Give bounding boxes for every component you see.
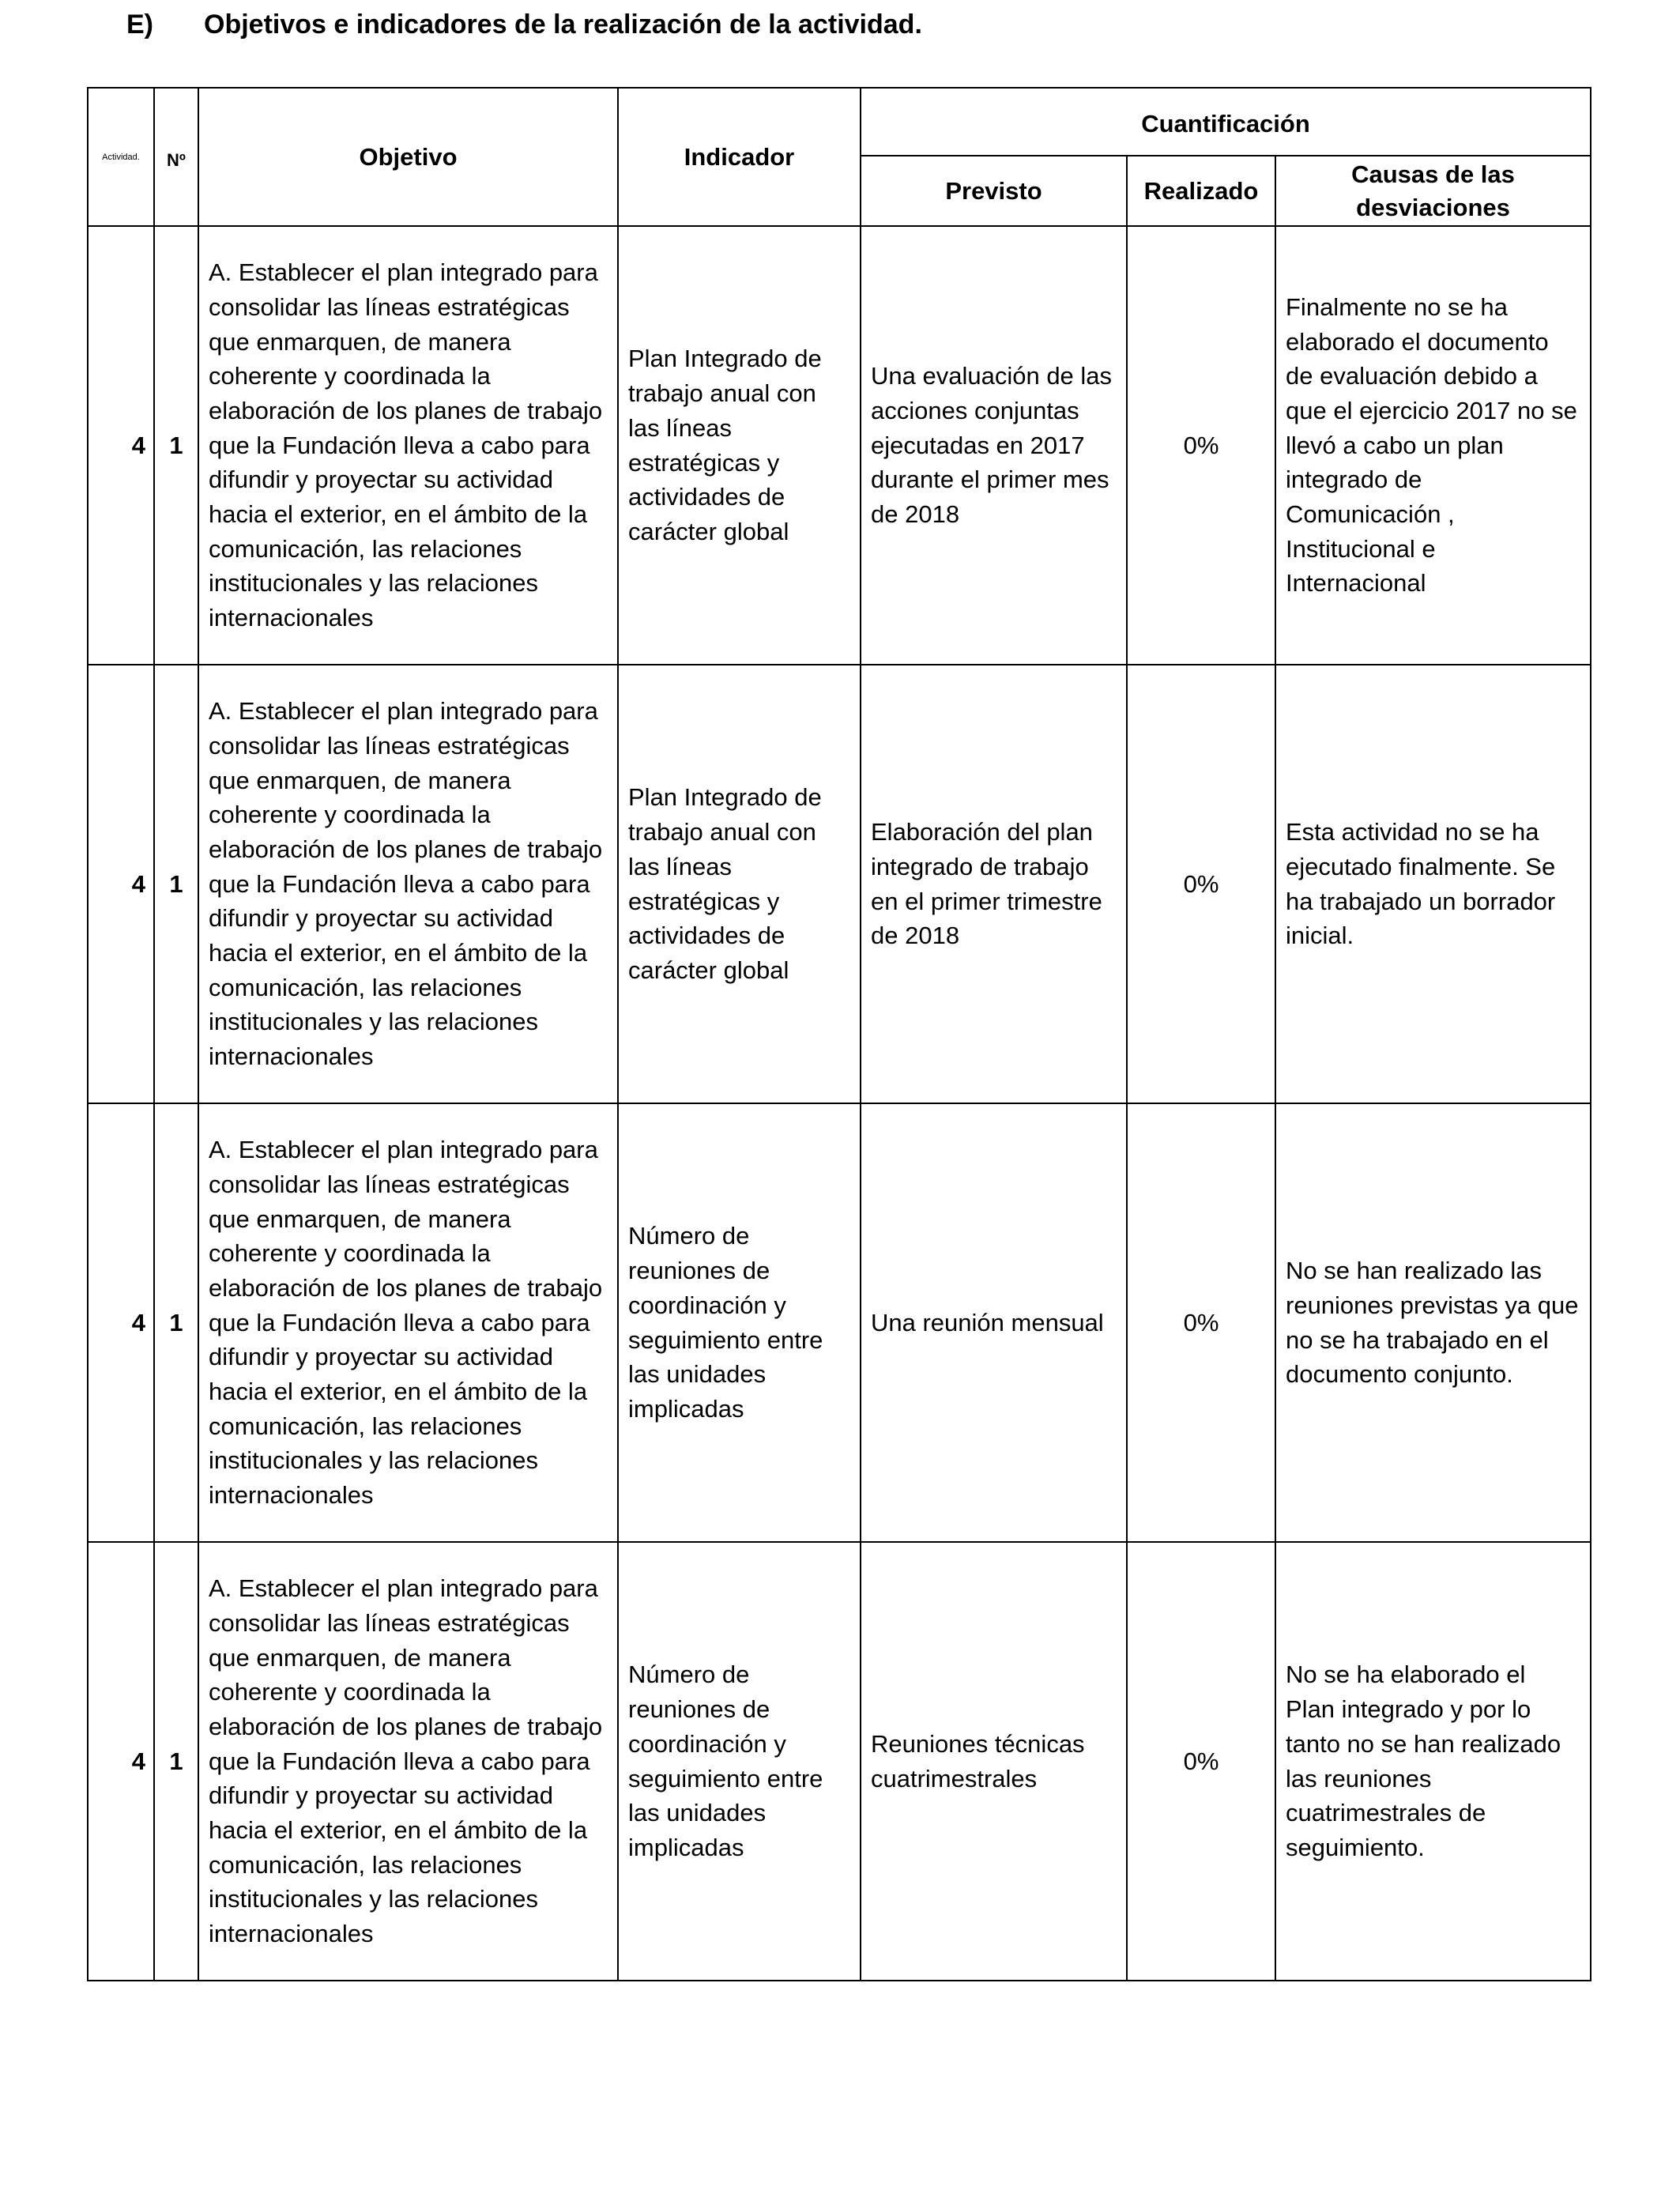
cell-realizado: 0% [1127,1103,1275,1542]
cell-realizado: 0% [1127,226,1275,665]
cell-numero: 1 [154,1103,198,1542]
header-numero: Nº [154,88,198,226]
cell-objetivo: A. Establecer el plan integrado para consolidar las líneas estratégicas que enmarquen, de manera coherente y coordinada la elaboración de los planes de trabajo que la Fundación lleva a cabo para difundir y proyectar su actividad hacia el exterior, en el ámbito de la comunicación, las relaciones institucionales y las relaciones internacionales [198,1542,618,1981]
cell-causas: No se han realizado las reuniones previstas ya que no se ha trabajado en el documento conjunto. [1275,1103,1591,1542]
table-row [88,665,1591,1103]
cell-objetivo: A. Establecer el plan integrado para consolidar las líneas estratégicas que enmarquen, de manera coherente y coordinada la elaboración de los planes de trabajo que la Fundación lleva a cabo para difundir y proyectar su actividad hacia el exterior, en el ámbito de la comunicación, las relaciones institucionales y las relaciones internacionales [198,1103,618,1542]
cell-indicador: Número de reuniones de coordinación y seguimiento entre las unidades implicadas [618,1103,861,1542]
header-realizado: Realizado [1127,156,1275,226]
cell-actividad: 4 [88,1542,154,1981]
cell-numero: 1 [154,226,198,665]
cell-realizado: 0% [1127,1542,1275,1981]
cell-indicador: Número de reuniones de coordinación y seguimiento entre las unidades implicadas [618,1542,861,1981]
table-row [88,1103,1591,1542]
header-indicador: Indicador [618,88,861,226]
cell-causas: Esta actividad no se ha ejecutado finalmente. Se ha trabajado un borrador inicial. [1275,665,1591,1103]
objectives-table [87,87,1591,1981]
cell-previsto: Elaboración del plan integrado de trabajo en el primer trimestre de 2018 [861,665,1127,1103]
header-previsto: Previsto [861,156,1127,226]
cell-previsto: Una evaluación de las acciones conjuntas ejecutadas en 2017 durante el primer mes de 2018 [861,226,1127,665]
cell-indicador: Plan Integrado de trabajo anual con las líneas estratégicas y actividades de carácter global [618,665,861,1103]
header-objetivo: Objetivo [198,88,618,226]
cell-actividad: 4 [88,665,154,1103]
cell-previsto: Reuniones técnicas cuatrimestrales [861,1542,1127,1981]
cell-objetivo: A. Establecer el plan integrado para consolidar las líneas estratégicas que enmarquen, de manera coherente y coordinada la elaboración de los planes de trabajo que la Fundación lleva a cabo para difundir y proyectar su actividad hacia el exterior, en el ámbito de la comunicación, las relaciones institucionales y las relaciones internacionales [198,226,618,665]
cell-causas: No se ha elaborado el Plan integrado y por lo tanto no se han realizado las reuniones cuatrimestrales de seguimiento. [1275,1542,1591,1981]
cell-realizado: 0% [1127,665,1275,1103]
cell-numero: 1 [154,665,198,1103]
cell-objetivo: A. Establecer el plan integrado para consolidar las líneas estratégicas que enmarquen, de manera coherente y coordinada la elaboración de los planes de trabajo que la Fundación lleva a cabo para difundir y proyectar su actividad hacia el exterior, en el ámbito de la comunicación, las relaciones institucionales y las relaciones internacionales [198,665,618,1103]
cell-causas: Finalmente no se ha elaborado el documento de evaluación debido a que el ejercicio 2017 no se llevó a cabo un plan integrado de Comunicación , Institucional e Internacional [1275,226,1591,665]
header-cuantificacion: Cuantificación [861,88,1591,156]
cell-actividad: 4 [88,226,154,665]
cell-numero: 1 [154,1542,198,1981]
cell-previsto: Una reunión mensual [861,1103,1127,1542]
cell-actividad: 4 [88,1103,154,1542]
cell-indicador: Plan Integrado de trabajo anual con las líneas estratégicas y actividades de carácter global [618,226,861,665]
section-title: Objetivos e indicadores de la realización de la actividad. [204,9,922,40]
section-heading [126,9,922,40]
table-row [88,1542,1591,1981]
section-letter: E) [126,9,153,40]
table-row [88,226,1591,665]
header-actividad: Actividad. [88,88,154,226]
header-causas: Causas de las desviaciones [1275,156,1591,226]
